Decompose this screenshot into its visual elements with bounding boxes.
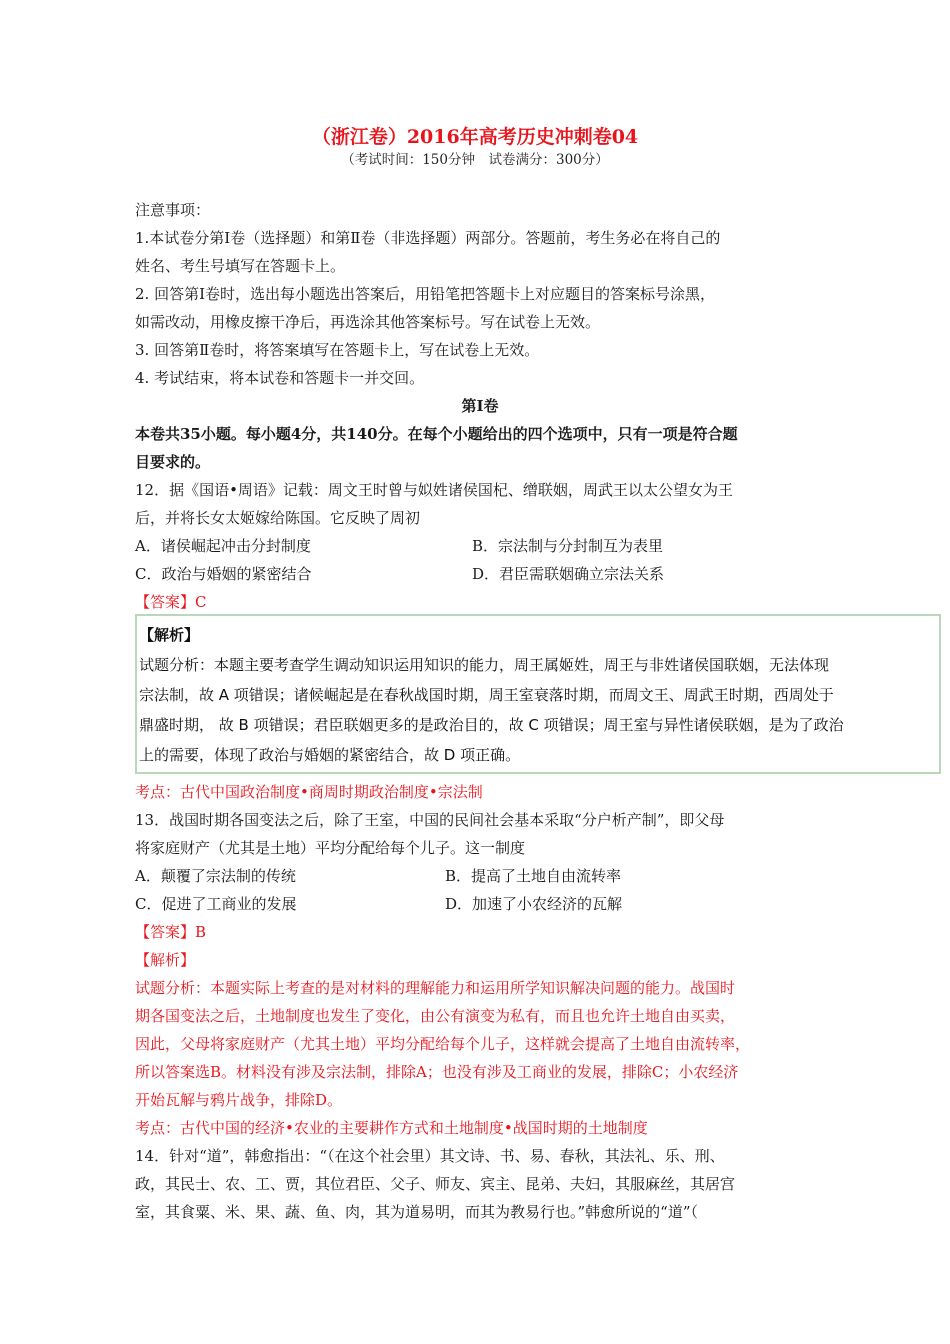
question-14-stem: 14．针对“道”，韩愈指出：“（在这个社会里）其文诗、书、易、春秋，其法礼、乐、刑、 <box>135 1147 725 1165</box>
analysis-line: 鼎盛时期， 故 B 项错误；君臣联姻更多的是政治目的，故 C 项错误；周王室与异性诸侯联姻，是为了政治 <box>139 716 844 734</box>
analysis-line: 上的需要，体现了政治与婚姻的紧密结合，故 D 项正确。 <box>139 746 521 764</box>
question-13-stem: 13．战国时期各国变法之后，除了王室，中国的民间社会基本采取“分户析产制”，即父母 <box>135 811 725 829</box>
question-12-answer: 【答案】C <box>135 593 207 611</box>
question-12-options-row <box>135 532 825 560</box>
question-13-answer: 【答案】B <box>135 923 207 941</box>
analysis-line: 宗法制，故 A 项错误；诸候崛起是在春秋战国时期，周王室衰落时期，而周文王、周武王时期，西周处于 <box>139 686 834 704</box>
question-12-analysis-box <box>135 614 941 774</box>
question-12-point: 考点：古代中国政治制度•商周时期政治制度•宗法制 <box>135 783 483 801</box>
exam-subtitle: （考试时间：150分钟 试卷满分：300分） <box>341 152 609 168</box>
option-c: C．促进了工商业的发展 <box>135 895 297 913</box>
section-intro-line: 本卷共35小题。每小题4分，共140分。在每个小题给出的四个选项中，只有一项是符合题 <box>135 425 738 443</box>
analysis-line: 开始瓦解与鸦片战争，排除D。 <box>135 1091 343 1109</box>
notice-line: 1.本试卷分第Ⅰ卷（选择题）和第Ⅱ卷（非选择题）两部分。答题前，考生务必在将自己的 <box>135 229 721 247</box>
notice-line: 如需改动，用橡皮擦干净后，再选涂其他答案标号。写在试卷上无效。 <box>135 313 601 331</box>
option-c: C．政治与婚姻的紧密结合 <box>135 565 312 583</box>
option-b: B．宗法制与分封制互为表里 <box>472 537 664 555</box>
question-13-stem: 将家庭财产（尤其是土地）平均分配给每个儿子。这一制度 <box>135 839 526 857</box>
option-a: A．颠覆了宗法制的传统 <box>135 867 296 885</box>
analysis-line: 试题分析：本题主要考查学生调动知识运用知识的能力，周王属姬姓，周王与非姓诸侯国联姻，无法体现 <box>139 656 830 674</box>
question-12-stem: 12．据《国语•周语》记载：周文王时曾与姒姓诸侯国杞、缯联姻，周武王以太公望女为王 <box>135 481 733 499</box>
analysis-header: 【解析】 <box>139 626 200 644</box>
question-14-stem: 政，其民士、农、工、贾，其位君臣、父子、师友、宾主、昆弟、夫妇，其服麻丝，其居宫 <box>135 1175 736 1193</box>
option-a: A．诸侯崛起冲击分封制度 <box>135 537 311 555</box>
option-b: B．提高了土地自由流转率 <box>445 867 622 885</box>
notice-heading: 注意事项： <box>135 201 211 219</box>
question-12-stem: 后，并将长女太姬嫁给陈国。它反映了周初 <box>135 509 421 527</box>
analysis-line: 所以答案选B。材料没有涉及宗法制，排除A；也没有涉及工商业的发展，排除C；小农经济 <box>135 1063 739 1081</box>
analysis-line: 因此，父母将家庭财产（尤其土地）平均分配给每个儿子，这样就会提高了土地自由流转率， <box>135 1035 751 1053</box>
question-13-analysis-header: 【解析】 <box>135 951 196 969</box>
option-d: D．加速了小农经济的瓦解 <box>445 895 623 913</box>
notice-line: 2. 回答第Ⅰ卷时，选出每小题选出答案后，用铅笔把答题卡上对应题目的答案标号涂黑， <box>135 285 716 303</box>
question-13-options-row <box>135 890 825 918</box>
page-title: （浙江卷）2016年高考历史冲刺卷04 <box>311 126 639 148</box>
notice-line: 3. 回答第Ⅱ卷时，将答案填写在答题卡上，写在试卷上无效。 <box>135 341 540 359</box>
question-13-options-row <box>135 862 825 890</box>
analysis-line: 期各国变法之后，土地制度也发生了变化，由公有演变为私有，而且也允许土地自由买卖， <box>135 1007 736 1025</box>
question-12-options-row <box>135 560 825 588</box>
notice-section <box>135 196 825 616</box>
analysis-line: 试题分析：本题实际上考查的是对材料的理解能力和运用所学知识解决问题的能力。战国时 <box>135 979 736 997</box>
question-14-stem: 室，其食粟、米、果、蔬、鱼、肉，其为道易明，而其为教易行也。”韩愈所说的“道”（ <box>135 1203 699 1221</box>
section-intro-line: 目要求的。 <box>135 453 211 471</box>
notice-line: 4. 考试结束，将本试卷和答题卡一并交回。 <box>135 369 425 387</box>
question-13-section <box>135 778 825 1226</box>
section-title: 第Ⅰ卷 <box>461 397 499 415</box>
notice-line: 姓名、考生号填写在答题卡上。 <box>135 257 346 275</box>
question-13-point: 考点：古代中国的经济•农业的主要耕作方式和土地制度•战国时期的土地制度 <box>135 1119 648 1137</box>
option-d: D．君臣需联姻确立宗法关系 <box>472 565 665 583</box>
